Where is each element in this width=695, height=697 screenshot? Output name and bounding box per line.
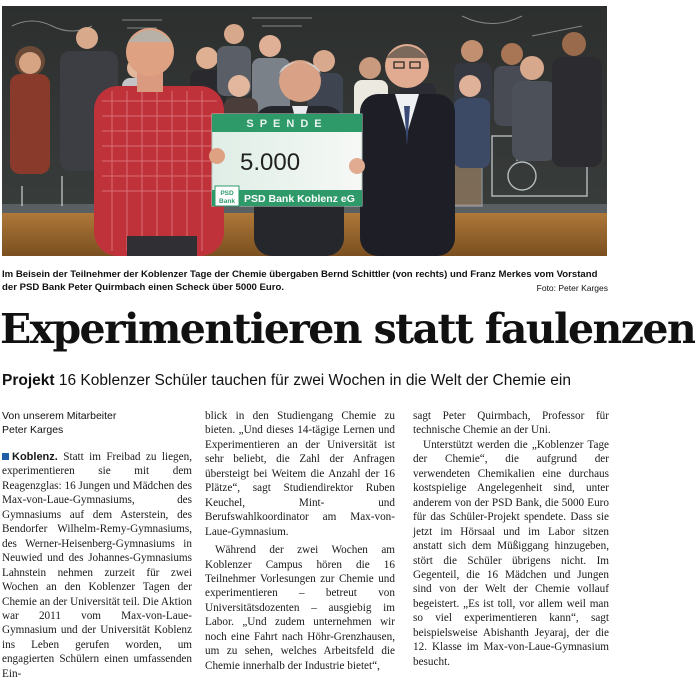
paragraph: blick in den Studiengang Chemie zu bieten. „Und dieses 14-tägige Lernen und Experimentieren an der Universität ist sehr beliebt, die Zahl der Anfragen übersteigt bei Weitem die Anzahl der 16 Plätze“, sagt Studiendirektor Ruben Keuchel, Mint- und Berufswahlkoordinator am Max-von-Laue-Gymnasium. bbox=[205, 410, 395, 538]
byline-author: Peter Karges bbox=[2, 424, 64, 436]
dateline: Koblenz. bbox=[12, 451, 58, 463]
subheadline-text: 16 Koblenzer Schüler tauchen für zwei Wochen in die Welt der Chemie ein bbox=[58, 372, 571, 389]
caption-text: Im Beisein der Teilnehmer der Koblenzer Tage der Chemie übergaben Bernd Schittler (von rechts) und Franz Merkes vom Vorstand der PSD Bank Peter Quirmbach einen Scheck über 5000 Euro. bbox=[2, 269, 598, 293]
cheque-header: SPENDE bbox=[246, 118, 328, 130]
cheque-bank-name: PSD Bank Koblenz eG bbox=[244, 193, 355, 205]
article-column-3 bbox=[413, 409, 609, 669]
byline-role: Von unserem Mitarbeiter bbox=[2, 410, 117, 422]
article-headline: Experimentieren statt faulenzen bbox=[0, 305, 695, 353]
article-subheadline bbox=[2, 370, 617, 392]
article-column-2 bbox=[205, 409, 395, 673]
article-column-1 bbox=[2, 450, 192, 681]
paragraph: sagt Peter Quirmbach, Professor für technische Chemie an der Uni. bbox=[413, 410, 609, 437]
photo-credit: Foto: Peter Karges bbox=[536, 283, 608, 293]
photo-caption bbox=[2, 268, 608, 295]
paragraph bbox=[2, 450, 192, 681]
paragraph: Während der zwei Wochen am Koblenzer Campus hören die 16 Teilnehmer Vorlesungen zur Chemie und experimentieren – betreut von Universitätsdozenten – ausgiebig im Labor. „Und zudem unternehmen wir noch eine Fahrt nach Höhr-Grenzhausen, um zu sehen, welches Arbeitsfeld die Chemie innerhalb der Industrie bietet“, bbox=[205, 544, 395, 672]
cheque-amount: 5.000 bbox=[240, 149, 301, 176]
section-square-icon bbox=[2, 453, 9, 460]
paragraph-text: Statt im Freibad zu liegen, experimentieren sie mit dem Reagenzglas: 16 Jungen und Mädchen des Max-von-Laue-Gymnasiums, des Gymnasiums auf dem Asterstein, des Bendorfer Wilhelm-Remy-Gymnasiums, des Werner-Heisenberg-Gymnasiums in Neuwied und des Johannes-Gymnasiums Lahnstein nehmen zurzeit für zwei Wochen an den Koblenzer Tagen der Chemie an der Universität teil. Die Aktion war 2011 vom Max-von-Laue-Gymnasium und der Universität Koblenz ins Leben gerufen worden, um engagierten Schülern einen umfassenden Ein- bbox=[2, 451, 192, 680]
byline bbox=[2, 409, 192, 437]
donation-cheque bbox=[212, 114, 362, 206]
article-kicker: Projekt bbox=[2, 372, 55, 389]
bank-logo-line1: PSD bbox=[220, 190, 234, 197]
photo-illustration bbox=[2, 6, 607, 256]
article-photo bbox=[2, 6, 607, 256]
paragraph: Unterstützt werden die „Koblenzer Tage der Chemie“, die aufgrund der verwendeten Chemikalien eine durchaus kostspielige Angelegenheit sind, unter anderem von der PSD Bank, die 5000 Euro für das Schüler-Projekt spendete. Dass sie jetzt im Hörsaal und im Labor sitzen anstatt sich dem Müßiggang hinzugeben, stört die Schüler übrigens nicht. Im Gegenteil, die 16 Mädchen und Jungen sind von der Welt der Chemie vollauf begeistert. „Es ist toll, vor allem weil man so viel experimentieren kann“, sagt beispielsweise Abishanth Jeyaraj, der die 12. Klasse im Max-von-Laue-Gymnasium besucht. bbox=[413, 438, 609, 668]
bank-logo-line2: Bank bbox=[219, 198, 235, 205]
